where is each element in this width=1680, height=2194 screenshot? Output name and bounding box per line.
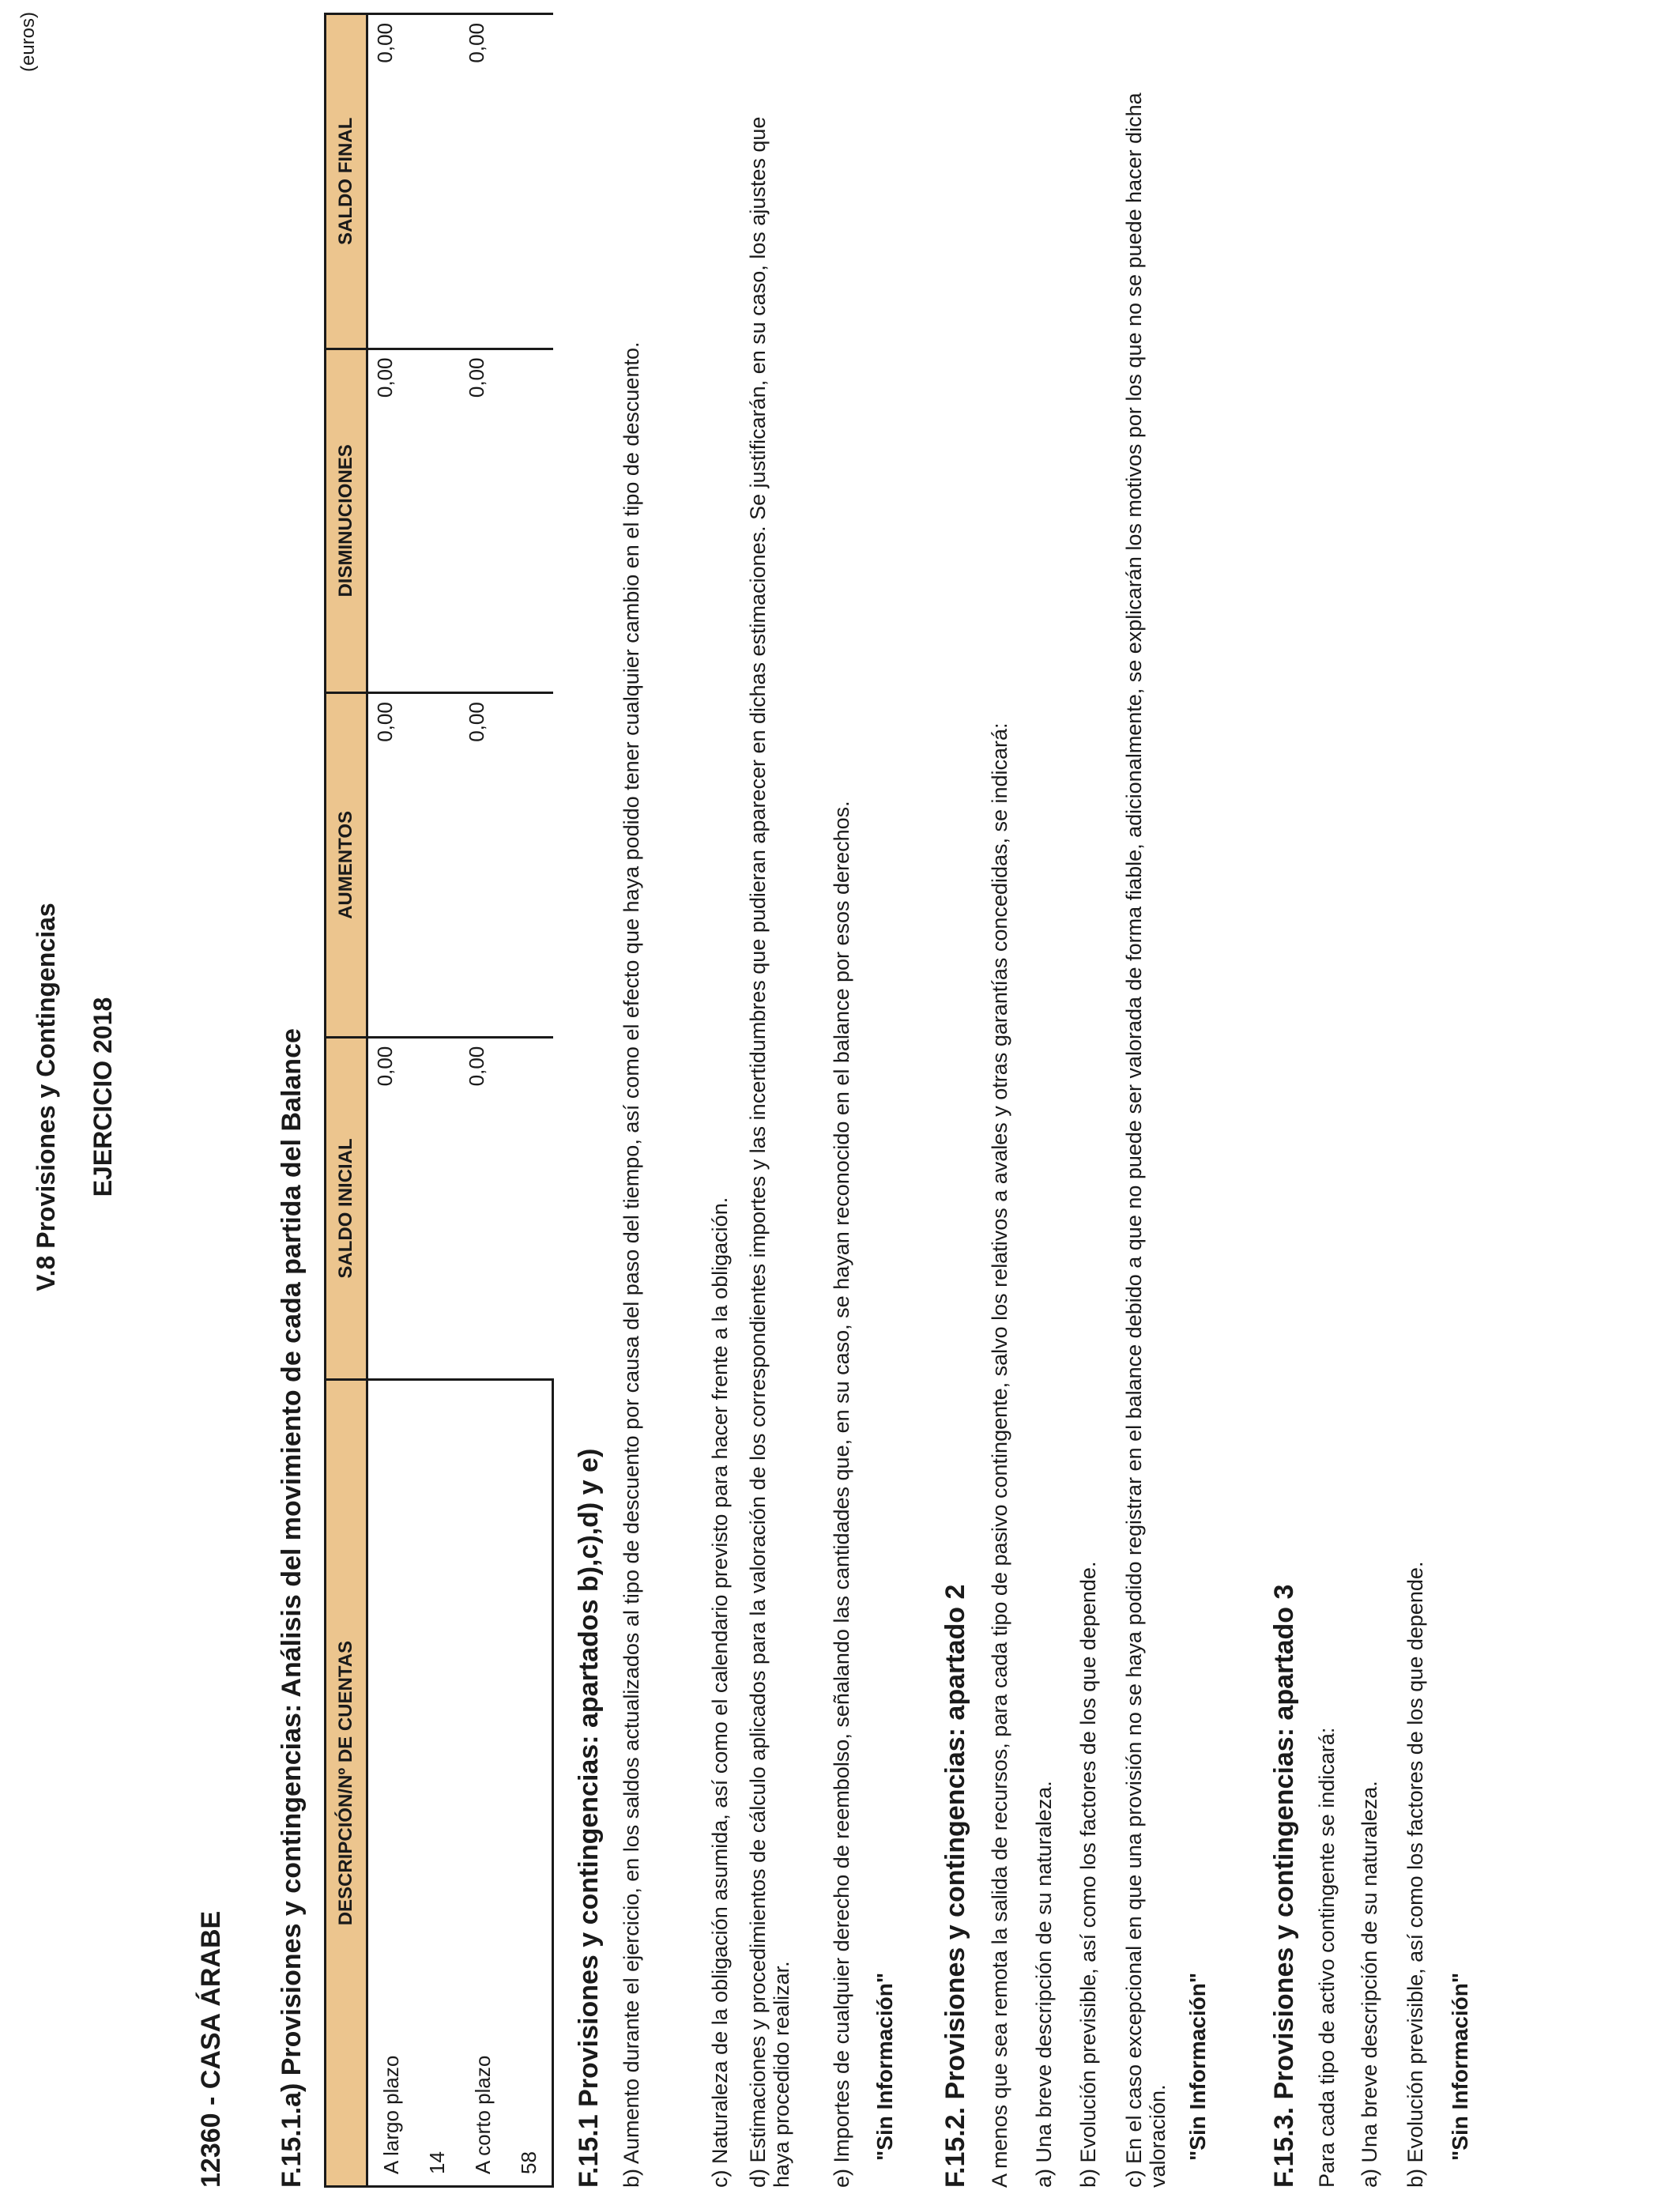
row-description: A largo plazo <box>367 1380 415 2187</box>
section-15-3-no-info: "Sin Información" <box>1448 1972 1472 2161</box>
section-15-2-title: F.15.2. Provisiones y contingencias: apartado 2 <box>940 1584 970 2188</box>
section-15-1-item-c: c) Naturaleza de la obligación asumida, así como el calendario previsto para hacer frente a la obligación. <box>708 1197 732 2188</box>
section-15-3-intro: Para cada tipo de activo contingente se indicará: <box>1315 1727 1339 2188</box>
table-row <box>460 14 506 2187</box>
exercise-year: EJERCICIO 2018 <box>89 997 117 1197</box>
provisions-movement-table <box>324 13 554 2188</box>
cell-disminuciones: 0,00 <box>460 349 553 693</box>
cell-aumentos: 0,00 <box>460 693 553 1038</box>
section-15-1-no-info: "Sin Información" <box>872 1972 897 2161</box>
entity-name: 12360 - CASA ÁRABE <box>196 1910 226 2188</box>
col-saldo-inicial: SALDO INICIAL <box>326 1037 367 1379</box>
section-15-3-title: F.15.3. Provisiones y contingencias: apartado 3 <box>1269 1584 1299 2188</box>
col-aumentos: AUMENTOS <box>326 693 367 1038</box>
col-saldo-final: SALDO FINAL <box>326 14 367 349</box>
cell-saldo-final: 0,00 <box>367 14 461 349</box>
section-15-1-item-b: b) Aumento durante el ejercicio, en los saldos actualizados al tipo de descuento por causa del paso del tiempo, así como el efecto que haya podido tener cualquier cambio en el tipo de descuento. <box>620 341 643 2188</box>
cell-saldo-final: 0,00 <box>460 14 553 349</box>
section-15-2-no-info: "Sin Información" <box>1185 1972 1210 2161</box>
section-15-1-title: F.15.1 Provisiones y contingencias: apartados b),c),d) y e) <box>574 1448 604 2188</box>
cell-saldo-inicial: 0,00 <box>367 1037 461 1379</box>
units-label: (euros) <box>17 11 39 72</box>
table-section-title: F.15.1.a) Provisiones y contingencias: Análisis del movimiento de cada partida del Balance <box>277 1028 307 2188</box>
section-15-2-item-c: c) En el caso excepcional en que una provisión no se haya podido registrar en el balance debido a que no puede ser valorada de forma fiable, adicionalmente, se explicarán los motivos por los que no se puede hacer dicha valoración. <box>1122 92 1170 2188</box>
row-account-number: 14 <box>414 1380 460 2187</box>
col-description: DESCRIPCIÓN/Nº DE CUENTAS <box>326 1380 367 2187</box>
table-header-row <box>326 14 367 2187</box>
section-15-3-item-b: b) Evolución previsible, así como los factores de los que depende. <box>1403 1561 1427 2188</box>
cell-aumentos: 0,00 <box>367 693 461 1038</box>
section-15-3-item-a: a) Una breve descripción de su naturaleza. <box>1358 1781 1381 2188</box>
row-account-number: 58 <box>506 1380 553 2187</box>
row-description: A corto plazo <box>460 1380 506 2187</box>
section-15-2-item-a: a) Una breve descripción de su naturaleza. <box>1032 1781 1056 2188</box>
section-15-2-intro: A menos que sea remota la salida de recursos, para cada tipo de pasivo contingente, salvo los relativos a avales y otras garantías concedidas, se indicará: <box>988 722 1011 2188</box>
section-15-1-item-e: e) Importes de cualquier derecho de reembolso, señalando las cantidades que, en su caso, se hayan reconocido en el balance por esos derechos. <box>830 801 853 2188</box>
cell-saldo-inicial: 0,00 <box>460 1037 553 1379</box>
section-15-1-item-d: d) Estimaciones y procedimientos de cálculo aplicados para la valoración de los correspondientes importes y las incertidumbres que pudieran aparecer en dichas estimaciones. Se justificarán, en su caso, los ajustes que haya procedido realizar. <box>746 116 793 2188</box>
page-title: V.8 Provisiones y Contingencias <box>32 903 60 1291</box>
col-disminuciones: DISMINUCIONES <box>326 349 367 693</box>
cell-disminuciones: 0,00 <box>367 349 461 693</box>
table-row <box>367 14 415 2187</box>
section-15-2-item-b: b) Evolución previsible, así como los factores de los que depende. <box>1076 1561 1100 2188</box>
